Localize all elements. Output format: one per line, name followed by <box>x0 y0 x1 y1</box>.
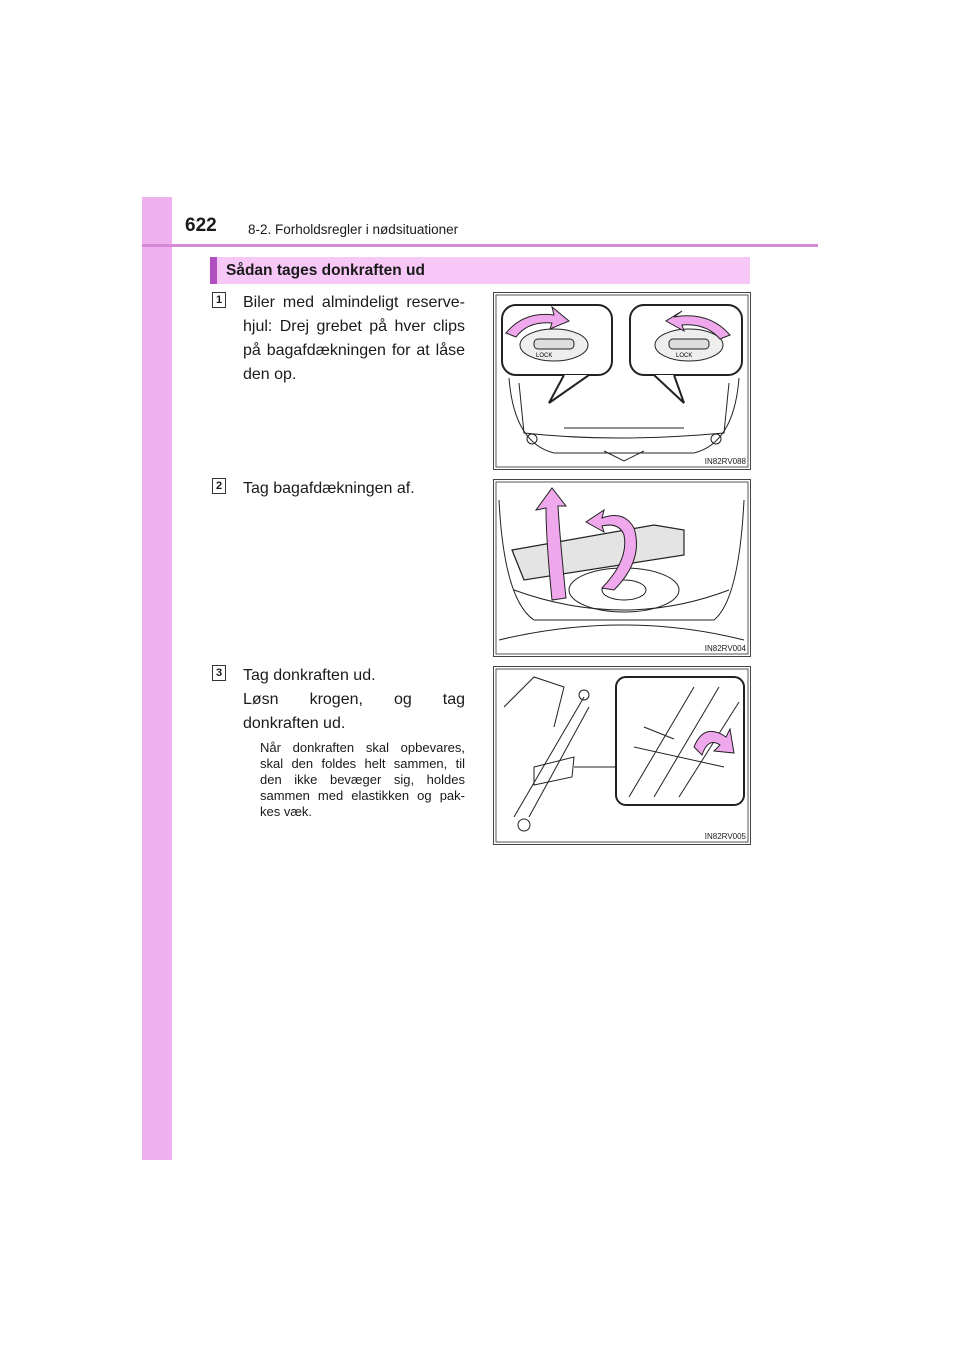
step-note-3: Når donkraften skal opbevares, skal den foldes helt sammen, til den ikke bevæger sig, holdes sammen med elastikken og pak-kes væk. <box>260 740 465 819</box>
figure-2-drawing <box>494 480 750 656</box>
step-number-3: 3 <box>212 665 226 681</box>
section-title: 8-2. Forholdsregler i nødsituationer <box>248 222 459 237</box>
heading-text: Sådan tages donkraften ud <box>226 262 425 279</box>
heading-accent-bar <box>210 257 217 284</box>
step-number-1: 1 <box>212 292 226 308</box>
figure-1 <box>493 292 751 470</box>
side-band <box>142 197 172 1160</box>
step-text-2: Tag bagafdækningen af. <box>243 480 415 497</box>
step-text-1: Biler med almindeligt reserve-hjul: Drej grebet på hver clips på bagafdækningen for at låse den op. <box>243 294 465 383</box>
step-sub-3: Løsn krogen, og tag donkraften ud. <box>243 691 465 732</box>
step-text-3: Tag donkraften ud. <box>243 667 376 684</box>
step-number-2: 2 <box>212 478 226 494</box>
page-number: 622 <box>185 215 217 236</box>
figure-3 <box>493 666 751 845</box>
figure-1-drawing <box>494 293 750 469</box>
figure-2 <box>493 479 751 657</box>
lock-label-left: LOCK <box>536 353 553 359</box>
heading-box <box>210 257 750 284</box>
figure-3-drawing <box>494 667 750 844</box>
figure-code-1: IN82RV088 <box>704 457 746 466</box>
figure-code-3: IN82RV005 <box>704 832 746 841</box>
figure-code-2: IN82RV004 <box>704 644 746 653</box>
header-rule <box>142 244 818 247</box>
lock-label-right: LOCK <box>676 353 693 359</box>
